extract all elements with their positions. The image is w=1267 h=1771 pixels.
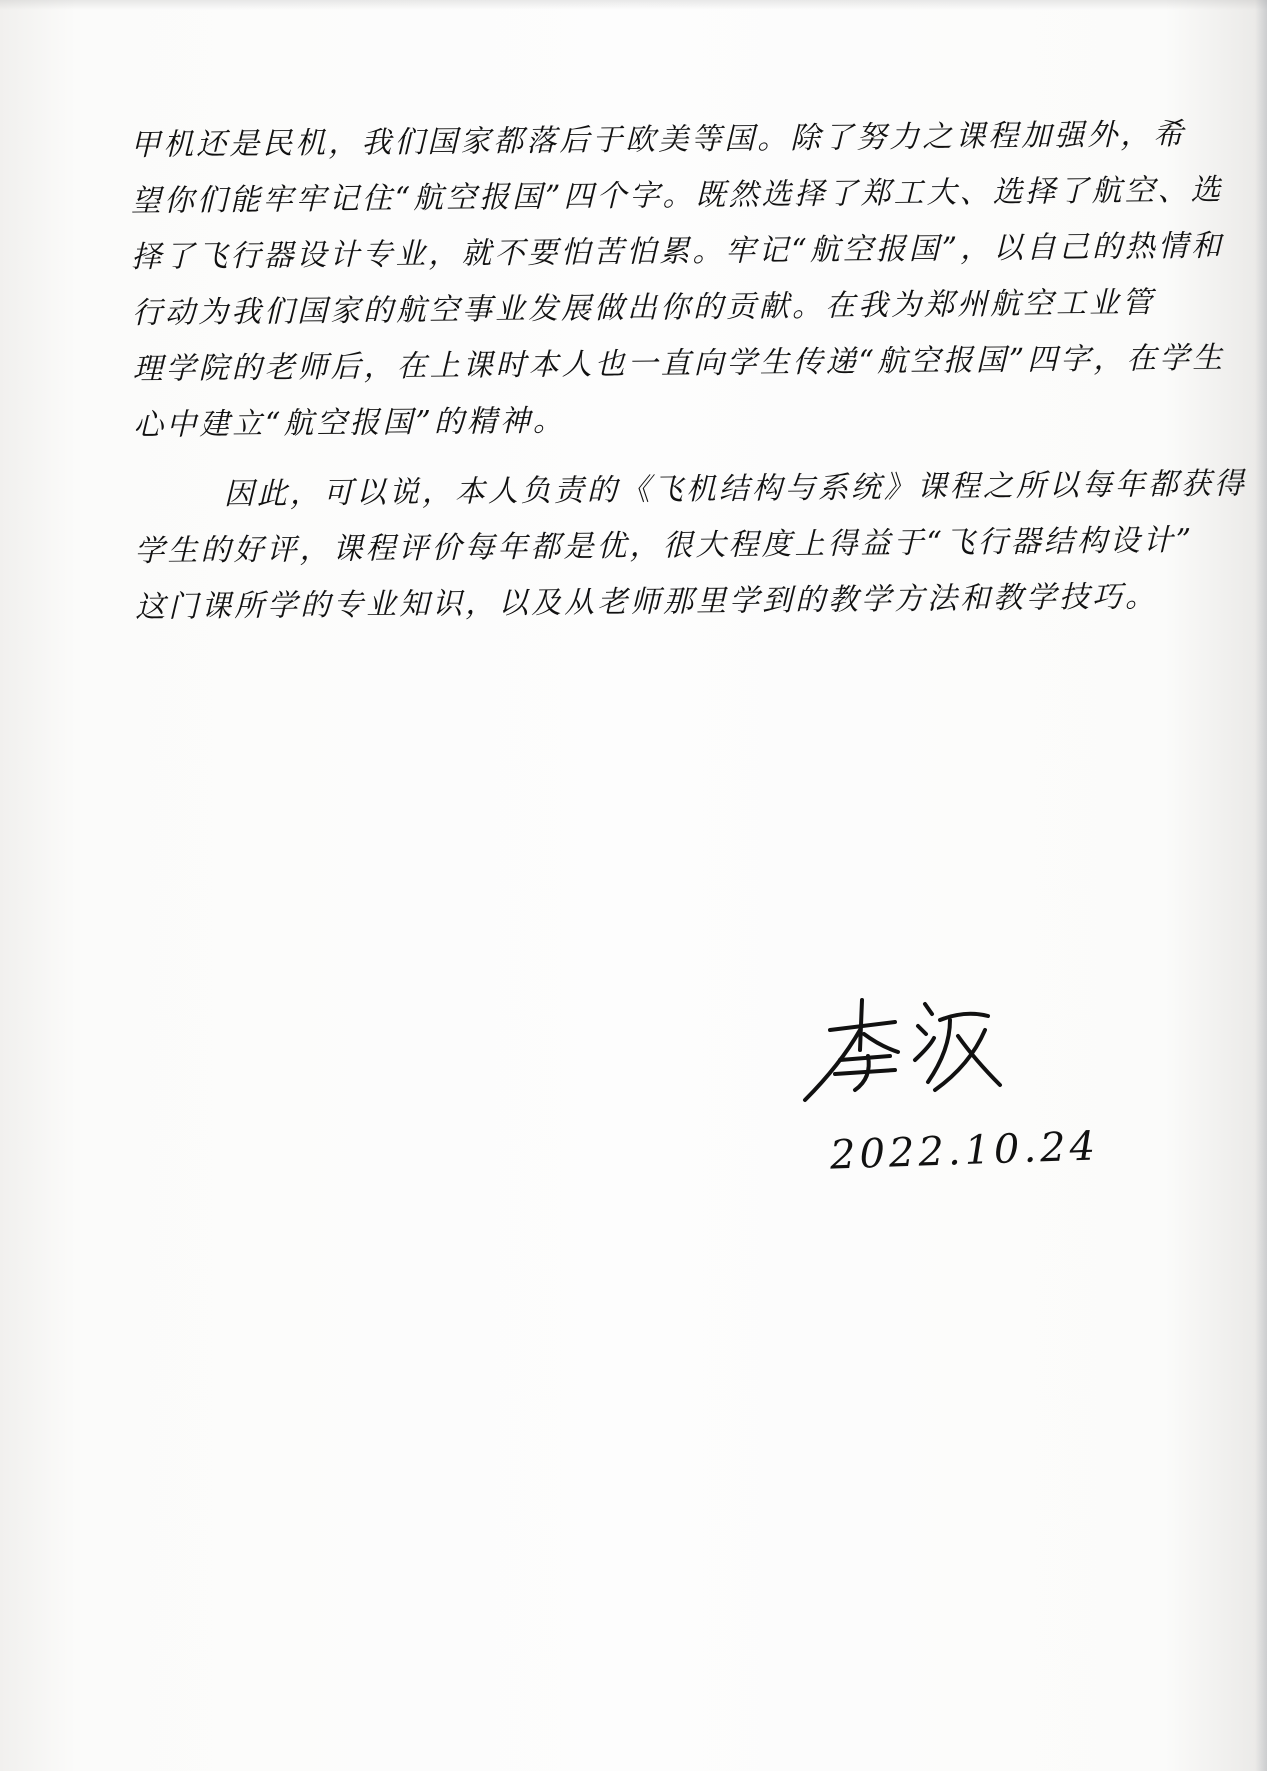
paragraph-1-line: 行动为我们国家的航空事业发展做出你的贡献。在我为郑州航空工业管 [131, 285, 1156, 331]
paragraph-2-line: 因此，可以说，本人负责的《飞机结构与系统》课程之所以每年都获得 [223, 466, 1248, 513]
handwritten-signature [800, 990, 1010, 1110]
paragraph-2-line: 这门课所学的专业知识，以及从老师那里学到的教学方法和教学技巧。 [134, 579, 1159, 625]
signature-date: 2022.10.24 [829, 1123, 1100, 1179]
paragraph-1-line: 望你们能牢牢记住“航空报国”四个字。既然选择了郑工大、选择了航空、选 [130, 172, 1224, 219]
letter-body [130, 107, 1248, 636]
page-top-shadow [0, 0, 1267, 10]
paragraph-1-line: 甲机还是民机，我们国家都落后于欧美等国。除了努力之课程加强外，希 [130, 116, 1187, 163]
page-right-shadow [1255, 0, 1267, 1771]
paragraph-1-line: 择了飞行器设计专业，就不要怕苦怕累。牢记“航空报国”，以自己的热情和 [131, 228, 1225, 275]
paragraph-1-line: 理学院的老师后，在上课时本人也一直向学生传递“航空报国”四字，在学生 [132, 340, 1226, 387]
paragraph-2-line: 学生的好评，课程评价每年都是优，很大程度上得益于“飞行器结构设计” [134, 522, 1195, 569]
paragraph-1-line: 心中建立“航空报国”的精神。 [133, 403, 567, 443]
